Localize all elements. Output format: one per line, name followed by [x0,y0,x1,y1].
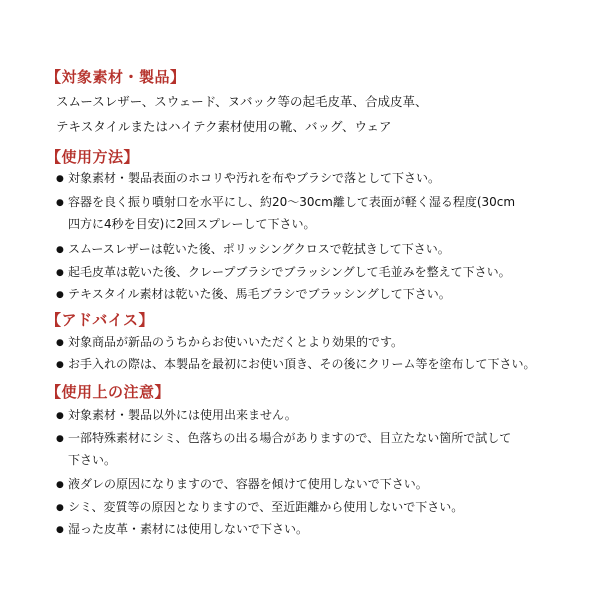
cautions-heading: 【使用上の注意】 [46,383,171,401]
bullet-icon: ● [56,174,64,184]
usage-item [56,240,450,259]
advice-heading: 【アドバイス】 [46,311,155,329]
bullet-icon: ● [56,480,64,490]
caution-item [56,429,511,448]
bullet-icon: ● [56,245,64,255]
usage-item-text: 起毛皮革は乾いた後、クレープブラシでブラッシングして毛並みを整えて下さい。 [68,265,511,279]
caution-item-text: 湿った皮革・素材には使用しないで下さい。 [68,522,309,536]
usage-item-text: 容器を良く振り噴射口を水平にし、約20～30cm離して表面が軽く湿る程度(30cm [68,195,516,209]
bullet-icon: ● [56,525,64,535]
materials-line: スムースレザー、スウェード、ヌバック等の起毛皮革、合成皮革、 [56,94,428,109]
caution-item [56,520,308,539]
bullet-icon: ● [56,360,64,370]
usage-item-continuation: 四方に4秒を目安)に2回スプレーして下さい。 [68,217,316,231]
usage-item-text: テキスタイル素材は乾いた後、馬毛ブラシでブラッシングして下さい。 [68,287,451,301]
caution-item-text: 対象素材・製品以外には使用出来ません。 [68,408,297,422]
advice-item-text: お手入れの際は、本製品を最初にお使い頂き、その後にクリーム等を塗布して下さい。 [68,357,536,371]
usage-item [56,169,440,188]
caution-item-text: 一部特殊素材にシミ、色落ちの出る場合がありますので、目立たない箇所で試して [68,431,512,445]
bullet-icon: ● [56,290,64,300]
bullet-icon: ● [56,268,64,278]
bullet-icon: ● [56,434,64,444]
usage-item-text: スムースレザーは乾いた後、ポリッシングクロスで乾拭きして下さい。 [68,242,450,256]
bullet-icon: ● [56,503,64,513]
bullet-icon: ● [56,411,64,421]
advice-item [56,333,403,352]
caution-item [56,406,297,425]
advice-item [56,355,536,374]
caution-item-continuation: 下さい。 [68,453,117,467]
usage-item-text: 対象素材・製品表面のホコリや汚れを布やブラシで落として下さい。 [68,171,441,185]
bullet-icon: ● [56,338,64,348]
materials-heading: 【対象素材・製品】 [46,68,186,86]
usage-item [56,285,451,304]
caution-item [56,498,463,517]
usage-heading: 【使用方法】 [46,148,140,166]
caution-item-text: 液ダレの原因になりますので、容器を傾けて使用しないで下さい。 [68,477,428,491]
materials-line: テキスタイルまたはハイテク素材使用の靴、バッグ、ウェア [56,119,392,134]
bullet-icon: ● [56,198,64,208]
caution-item-text: シミ、変質等の原因となりますので、至近距離から使用しないで下さい。 [68,500,464,514]
usage-item [56,263,511,282]
usage-item [56,193,515,212]
advice-item-text: 対象商品が新品のうちからお使いいただくとより効果的です。 [68,335,404,349]
caution-item [56,475,428,494]
